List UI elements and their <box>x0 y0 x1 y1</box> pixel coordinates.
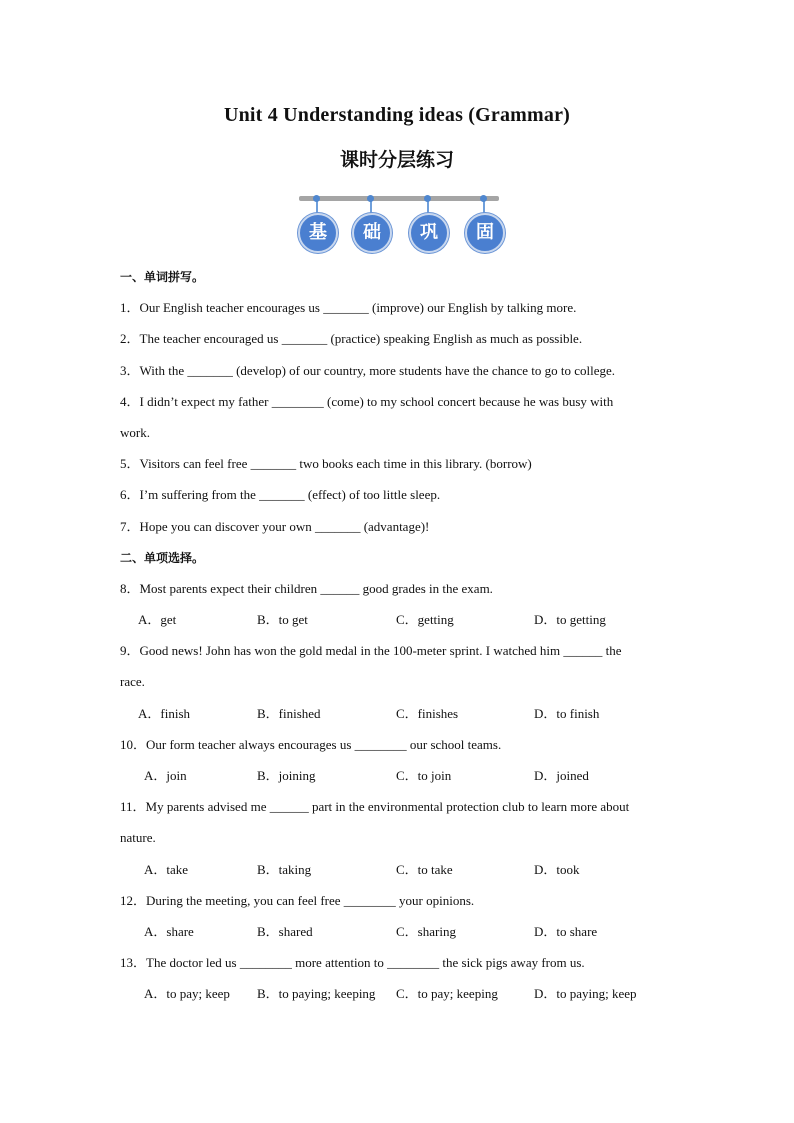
question-13: 13．The doctor led us ________ more attention to ________ the sick pigs away from us. <box>120 955 585 971</box>
options-13 <box>120 983 680 1014</box>
banner-badge-1 <box>297 194 337 254</box>
question-12: 12．During the meeting, you can feel free ________ your opinions. <box>120 892 475 908</box>
option-a: A．get <box>138 612 177 628</box>
option-b: B．finished <box>257 705 321 721</box>
option-c: C．to take <box>396 861 453 877</box>
options-8 <box>120 609 680 640</box>
badge-chu: 础 <box>352 213 392 253</box>
option-d: D．took <box>534 861 580 877</box>
options-9 <box>120 703 680 734</box>
banner-badge-4 <box>464 194 504 254</box>
option-a: A．take <box>144 861 189 877</box>
option-d: D．to finish <box>534 705 600 721</box>
question-7: 7．Hope you can discover your own _______ (advantage)! <box>120 518 430 534</box>
question-2: 2．The teacher encouraged us _______ (practice) speaking English as much as possible. <box>120 331 583 347</box>
page-subtitle: 课时分层练习 <box>339 149 454 171</box>
options-11 <box>120 859 680 890</box>
question-10: 10．Our form teacher always encourages us ________ our school teams. <box>120 736 502 752</box>
badge-ji: 基 <box>298 213 338 253</box>
banner-badge-2 <box>351 194 391 254</box>
banner-badge-3 <box>408 194 448 254</box>
option-d: D．to getting <box>534 612 606 628</box>
question-11-cont: nature. <box>120 830 156 846</box>
question-9-cont: race. <box>120 674 145 690</box>
option-d: D．to paying; keep <box>534 986 637 1002</box>
option-c: C．getting <box>396 612 454 628</box>
option-c: C．to pay; keeping <box>396 986 498 1002</box>
question-3: 3．With the _______ (develop) of our country, more students have the chance to go to college. <box>120 362 616 378</box>
option-c: C．to join <box>396 768 452 783</box>
option-d: D．to share <box>534 923 598 939</box>
option-c: C．sharing <box>396 923 456 939</box>
section-heading-choice: 二、单项选择。 <box>120 550 205 565</box>
question-6: 6．I’m suffering from the _______ (effect) of too little sleep. <box>120 487 441 503</box>
pin-dot-icon <box>367 195 374 202</box>
options-10 <box>120 765 680 796</box>
options-12 <box>120 921 680 952</box>
question-8: 8．Most parents expect their children ______ good grades in the exam. <box>120 580 493 596</box>
badge-gu: 固 <box>465 213 505 253</box>
option-b: B．taking <box>257 861 312 877</box>
question-11: 11．My parents advised me ______ part in the environmental protection club to learn more about <box>120 799 630 815</box>
badge-gong: 巩 <box>409 213 449 253</box>
pin-dot-icon <box>480 195 487 202</box>
pin-dot-icon <box>424 195 431 202</box>
question-5: 5．Visitors can feel free _______ two books each time in this library. (borrow) <box>120 456 532 472</box>
pin-dot-icon <box>313 195 320 202</box>
option-a: A．share <box>144 923 194 939</box>
exercise-content <box>120 266 680 1015</box>
section-banner <box>297 194 501 254</box>
question-4: 4．I didn’t expect my father ________ (come) to my school concert because he was busy with <box>120 393 614 409</box>
question-4-cont: work. <box>120 424 150 440</box>
section-heading-spelling: 一、单词拼写。 <box>120 270 205 284</box>
option-b: B．shared <box>257 923 313 939</box>
page-title: Unit 4 Understanding ideas (Grammar) <box>223 104 571 126</box>
question-9: 9．Good news! John has won the gold medal in the 100-meter sprint. I watched him ______ the <box>120 643 622 659</box>
option-c: C．finishes <box>396 705 459 721</box>
option-b: B．joining <box>257 768 316 783</box>
option-a: A．to pay; keep <box>144 986 230 1002</box>
option-a: A．finish <box>138 705 191 721</box>
question-1: 1．Our English teacher encourages us _______ (improve) our English by talking more. <box>120 300 577 316</box>
option-b: B．to paying; keeping <box>257 986 376 1002</box>
option-d: D．joined <box>534 768 589 783</box>
option-a: A．join <box>144 768 187 783</box>
option-b: B．to get <box>257 612 308 628</box>
